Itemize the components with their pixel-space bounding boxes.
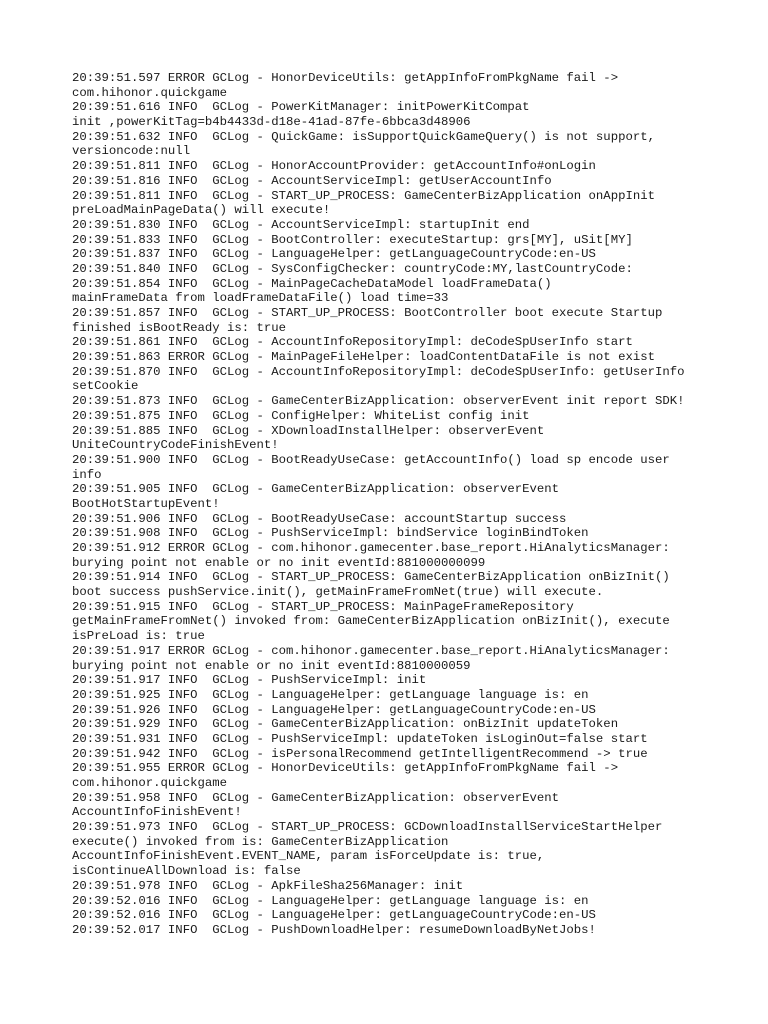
- log-line: UniteCountryCodeFinishEvent!: [72, 438, 279, 453]
- log-line: mainFrameData from loadFrameDataFile() load time=33: [72, 291, 449, 306]
- log-line: 20:39:52.017 INFO GCLog - PushDownloadHelper: resumeDownloadByNetJobs!: [72, 922, 596, 937]
- log-line: info: [72, 467, 102, 482]
- log-line: burying point not enable or no init eventId:881000000099: [72, 555, 486, 570]
- log-line: 20:39:51.978 INFO GCLog - ApkFileSha256Manager: init: [72, 878, 464, 893]
- log-line: com.hihonor.quickgame: [72, 85, 227, 100]
- log-line: 20:39:51.973 INFO GCLog - START_UP_PROCESS: GCDownloadInstallServiceStartHelper: [72, 820, 663, 835]
- log-line: 20:39:51.914 INFO GCLog - START_UP_PROCESS: GameCenterBizApplication onBizInit(): [72, 570, 670, 585]
- log-line: init ,powerKitTag=b4b4433d-d18e-41ad-87fe-6bbca3d48906: [72, 115, 471, 130]
- log-text-block: [72, 71, 712, 938]
- log-line: 20:39:51.915 INFO GCLog - START_UP_PROCESS: MainPageFrameRepository: [72, 599, 574, 614]
- log-line: isPreLoad is: true: [72, 629, 205, 644]
- log-line: 20:39:51.861 INFO GCLog - AccountInfoRepositoryImpl: deCodeSpUserInfo start: [72, 335, 633, 350]
- log-line: 20:39:51.958 INFO GCLog - GameCenterBizApplication: observerEvent: [72, 790, 560, 805]
- log-line: 20:39:51.929 INFO GCLog - GameCenterBizApplication: onBizInit updateToken: [72, 717, 619, 732]
- log-line: burying point not enable or no init eventId:8810000059: [72, 658, 471, 673]
- log-line: 20:39:51.632 INFO GCLog - QuickGame: isSupportQuickGameQuery() is not support,: [72, 129, 655, 144]
- log-line: 20:39:52.016 INFO GCLog - LanguageHelper: getLanguageCountryCode:en-US: [72, 908, 596, 923]
- log-line: 20:39:51.597 ERROR GCLog - HonorDeviceUtils: getAppInfoFromPkgName fail ->: [72, 71, 619, 85]
- log-line: isContinueAllDownload is: false: [72, 864, 301, 879]
- log-line: 20:39:51.917 ERROR GCLog - com.hihonor.gamecenter.base_report.HiAnalyticsManager:: [72, 643, 670, 658]
- log-line: 20:39:51.875 INFO GCLog - ConfigHelper: WhiteList config init: [72, 408, 530, 423]
- log-line: BootHotStartupEvent!: [72, 496, 220, 511]
- log-line: 20:39:51.833 INFO GCLog - BootController: executeStartup: grs[MY], uSit[MY]: [72, 232, 633, 247]
- log-line: setCookie: [72, 379, 139, 394]
- log-line: 20:39:51.925 INFO GCLog - LanguageHelper: getLanguage language is: en: [72, 687, 589, 702]
- log-line: 20:39:51.912 ERROR GCLog - com.hihonor.gamecenter.base_report.HiAnalyticsManager:: [72, 541, 670, 555]
- log-line: 20:39:51.955 ERROR GCLog - HonorDeviceUtils: getAppInfoFromPkgName fail ->: [72, 761, 619, 776]
- log-line: 20:39:51.905 INFO GCLog - GameCenterBizApplication: observerEvent: [72, 482, 560, 497]
- log-line: 20:39:51.908 INFO GCLog - PushServiceImpl: bindService loginBindToken: [72, 526, 589, 541]
- log-line: 20:39:51.811 INFO GCLog - HonorAccountProvider: getAccountInfo#onLogin: [72, 159, 596, 174]
- log-line: 20:39:51.863 ERROR GCLog - MainPageFileHelper: loadContentDataFile is not exist: [72, 350, 655, 365]
- log-line: 20:39:51.926 INFO GCLog - LanguageHelper: getLanguageCountryCode:en-US: [72, 702, 596, 717]
- log-line: 20:39:51.942 INFO GCLog - isPersonalRecommend getIntelligentRecommend -> true: [72, 746, 648, 761]
- log-line: finished isBootReady is: true: [72, 320, 287, 335]
- log-line: 20:39:51.816 INFO GCLog - AccountServiceImpl: getUserAccountInfo: [72, 173, 552, 188]
- log-line: 20:39:51.870 INFO GCLog - AccountInfoRepositoryImpl: deCodeSpUserInfo: getUserInfo: [72, 364, 685, 379]
- log-line: com.hihonor.quickgame: [72, 776, 227, 790]
- log-line: 20:39:51.830 INFO GCLog - AccountServiceImpl: startupInit end: [72, 217, 530, 232]
- log-line: execute() invoked from is: GameCenterBizApplication: [72, 834, 449, 849]
- log-line: preLoadMainPageData() will execute!: [72, 203, 331, 218]
- log-line: 20:39:51.931 INFO GCLog - PushServiceImpl: updateToken isLoginOut=false start: [72, 731, 648, 746]
- log-line: 20:39:51.900 INFO GCLog - BootReadyUseCase: getAccountInfo() load sp encode user: [72, 452, 670, 467]
- log-line: 20:39:51.616 INFO GCLog - PowerKitManager: initPowerKitCompat: [72, 100, 530, 115]
- log-line: boot success pushService.init(), getMainFrameFromNet(true) will execute.: [72, 585, 604, 600]
- log-line: 20:39:51.811 INFO GCLog - START_UP_PROCESS: GameCenterBizApplication onAppInit: [72, 188, 655, 203]
- log-line: 20:39:51.885 INFO GCLog - XDownloadInstallHelper: observerEvent: [72, 423, 545, 438]
- log-line: versioncode:null: [72, 144, 191, 159]
- log-line: AccountInfoFinishEvent!: [72, 805, 242, 820]
- log-line: getMainFrameFromNet() invoked from: GameCenterBizApplication onBizInit(), execute: [72, 614, 670, 629]
- log-line: 20:39:51.873 INFO GCLog - GameCenterBizApplication: observerEvent init report SDK!: [72, 394, 685, 409]
- log-line: 20:39:51.906 INFO GCLog - BootReadyUseCase: accountStartup success: [72, 511, 567, 526]
- log-line: 20:39:51.857 INFO GCLog - START_UP_PROCESS: BootController boot execute Startup: [72, 306, 663, 320]
- log-line: 20:39:51.854 INFO GCLog - MainPageCacheDataModel loadFrameData(): [72, 276, 552, 291]
- log-line: AccountInfoFinishEvent.EVENT_NAME, param isForceUpdate is: true,: [72, 849, 545, 864]
- log-line: 20:39:52.016 INFO GCLog - LanguageHelper: getLanguage language is: en: [72, 893, 589, 908]
- log-line: 20:39:51.837 INFO GCLog - LanguageHelper: getLanguageCountryCode:en-US: [72, 247, 596, 262]
- log-line: 20:39:51.917 INFO GCLog - PushServiceImpl: init: [72, 673, 427, 688]
- log-line: 20:39:51.840 INFO GCLog - SysConfigChecker: countryCode:MY,lastCountryCode:: [72, 261, 633, 276]
